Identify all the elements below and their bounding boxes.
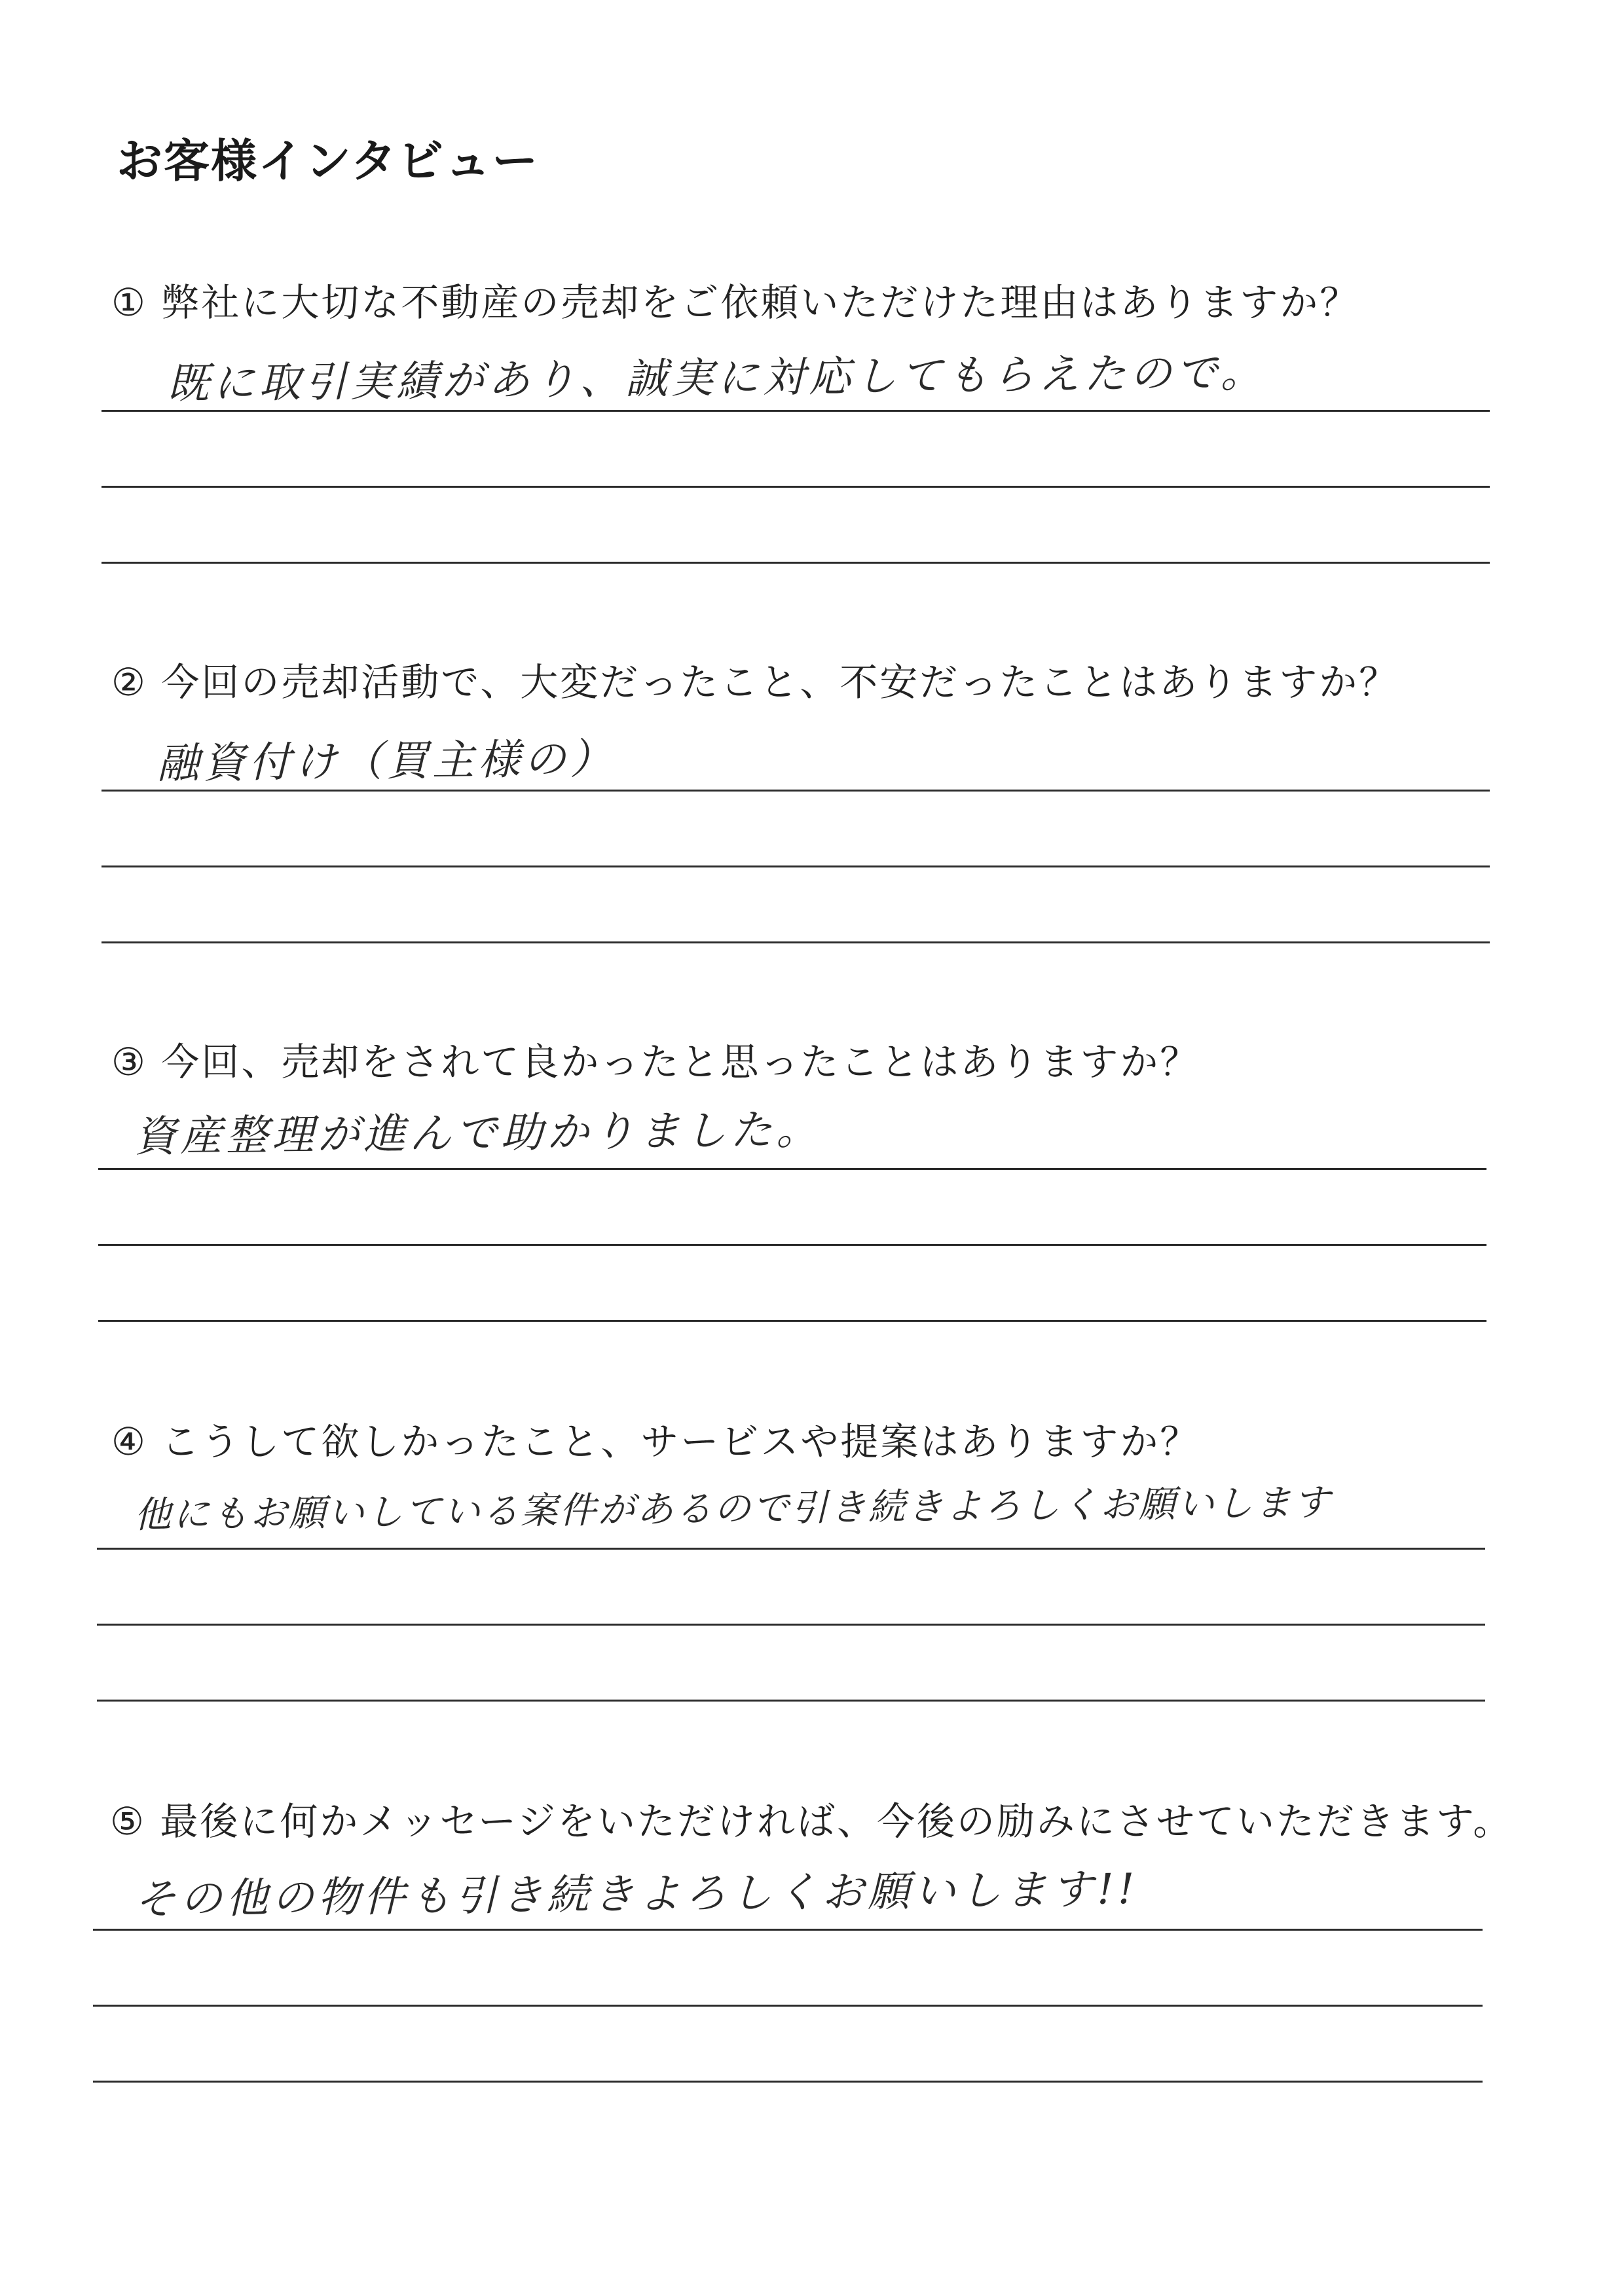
question-3-text: ③ 今回、売却をされて良かったと思ったことはありますか？ (111, 1040, 1200, 1084)
answer-line (101, 410, 1490, 412)
answer-line (97, 1624, 1485, 1626)
answer-line (97, 1548, 1485, 1550)
answer-line (93, 1929, 1483, 1931)
answer-line (93, 2005, 1483, 2007)
answer-line (101, 790, 1490, 792)
answer-line (98, 1168, 1486, 1170)
answer-line (101, 486, 1490, 488)
answer-line (98, 1244, 1486, 1246)
question-5-answer: その他の物件も引き続きよろしくお願いします!! (134, 1865, 1139, 1924)
answer-line (98, 1320, 1486, 1322)
answer-line (101, 866, 1490, 867)
page-title: お客様インタビュー (117, 134, 540, 188)
question-1-text: ① 弊社に大切な不動産の売却をご依頼いただけた理由はありますか？ (111, 280, 1360, 325)
answer-line (93, 2081, 1483, 2083)
question-2-text: ② 今回の売却活動で、大変だったこと、不安だったことはありますか？ (111, 660, 1399, 704)
question-2-answer: 融資付け（買主様の） (157, 735, 616, 788)
question-5-text: ⑤ 最後に何かメッセージをいただければ、今後の励みにさせていただきます。 (110, 1799, 1513, 1844)
question-4-text: ④ こうして欲しかったこと、サービスや提案はありますか？ (111, 1419, 1200, 1464)
question-4-answer: 他にもお願いしている案件があるので引き続きよろしくお願いします (134, 1481, 1333, 1537)
answer-line (101, 941, 1490, 943)
answer-line (101, 562, 1490, 564)
question-3-answer: 資産整理が進んで助かりました。 (134, 1106, 822, 1161)
answer-line (97, 1700, 1485, 1702)
question-1-answer: 既に取引実績があり、誠実に対応してもらえたので。 (166, 348, 1267, 409)
